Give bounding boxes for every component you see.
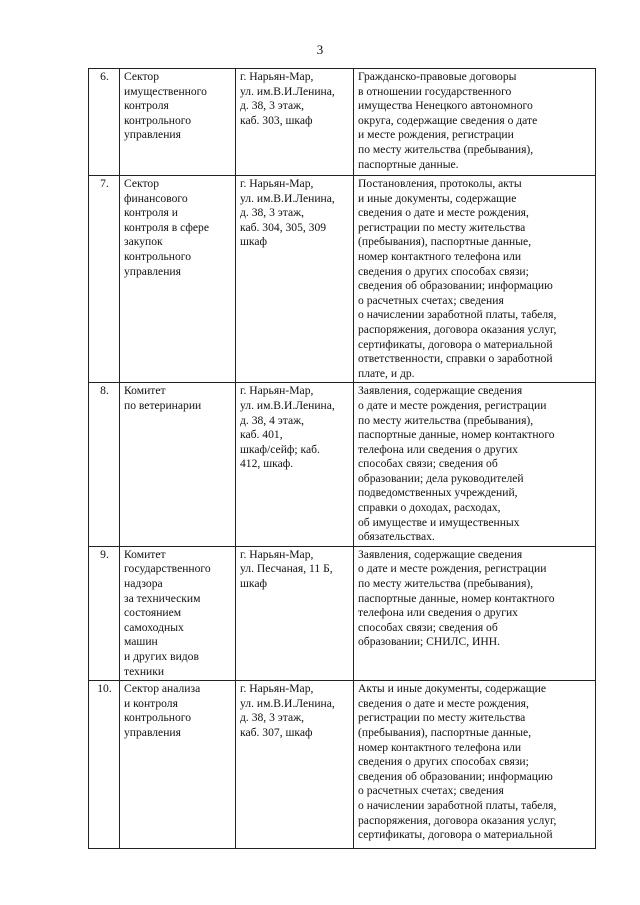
table-row xyxy=(89,546,596,680)
department-name-cell: Комитет государственного надзора за техническим состоянием самоходных машин и других видов техники xyxy=(120,546,236,680)
table-row xyxy=(89,69,596,176)
personal-data-cell: Заявления, содержащие сведения о дате и месте рождения, регистрации по месту жительства (пребывания), паспортные данные, номер контактного телефона или сведения о других способах связи; сведения об образовании; дела руководителей подведомственных учреждений, справки о доходах, расходах, об имуществе и имущественных обязательствах. xyxy=(354,383,596,547)
personal-data-cell: Постановления, протоколы, акты и иные документы, содержащие сведения о дате и месте рождения, регистрации по месту жительства (пребывания), паспортные данные, номер контактного телефона или сведения о других способах связи; сведения об образовании; информацию о расчетных счетах; сведения о начислении заработной платы, табеля, распоряжения, договора оказания услуг, сертификаты, договора о материальной ответственности, справки о заработной плате, и др. xyxy=(354,176,596,383)
personal-data-cell: Заявления, содержащие сведения о дате и месте рождения, регистрации по месту жительства (пребывания), паспортные данные, номер контактного телефона или сведения о других способах связи; сведения об образовании; СНИЛС, ИНН. xyxy=(354,546,596,680)
department-name-cell: Сектор финансового контроля и контроля в сфере закупок контрольного управления xyxy=(120,176,236,383)
page-number: 3 xyxy=(316,42,324,57)
personal-data-cell: Гражданско-правовые договоры в отношении государственного имущества Ненецкого автономного округа, содержащие сведения о дате и месте рождения, регистрации по месту жительства (пребывания), паспортные данные. xyxy=(354,69,596,176)
row-number-cell: 10. xyxy=(89,681,120,849)
row-number-cell: 6. xyxy=(89,69,120,176)
storage-location-cell: г. Нарьян-Мар, ул. им.В.И.Ленина, д. 38, 3 этаж, каб. 303, шкаф xyxy=(236,69,354,176)
row-number-cell: 8. xyxy=(89,383,120,547)
table-row xyxy=(89,681,596,849)
table-row xyxy=(89,176,596,383)
personal-data-cell: Акты и иные документы, содержащие сведения о дате и месте рождения, регистрации по месту жительства (пребывания), паспортные данные, номер контактного телефона или сведения о других способах связи; сведения об образовании; информацию о расчетных счетах; сведения о начислении заработной платы, табеля, распоряжения, договора оказания услуг, сертификаты, договора о материальной xyxy=(354,681,596,849)
storage-location-cell: г. Нарьян-Мар, ул. Песчаная, 11 Б, шкаф xyxy=(236,546,354,680)
storage-location-cell: г. Нарьян-Мар, ул. им.В.И.Ленина, д. 38, 3 этаж, каб. 304, 305, 309 шкаф xyxy=(236,176,354,383)
row-number-cell: 9. xyxy=(89,546,120,680)
storage-location-cell: г. Нарьян-Мар, ул. им.В.И.Ленина, д. 38, 3 этаж, каб. 307, шкаф xyxy=(236,681,354,849)
storage-location-cell: г. Нарьян-Мар, ул. им.В.И.Ленина, д. 38, 4 этаж, каб. 401, шкаф/сейф; каб. 412, шкаф. xyxy=(236,383,354,547)
department-name-cell: Комитет по ветеринарии xyxy=(120,383,236,547)
records-table xyxy=(88,68,596,849)
department-name-cell: Сектор имущественного контроля контрольного управления xyxy=(120,69,236,176)
table-row xyxy=(89,383,596,547)
department-name-cell: Сектор анализа и контроля контрольного управления xyxy=(120,681,236,849)
row-number-cell: 7. xyxy=(89,176,120,383)
